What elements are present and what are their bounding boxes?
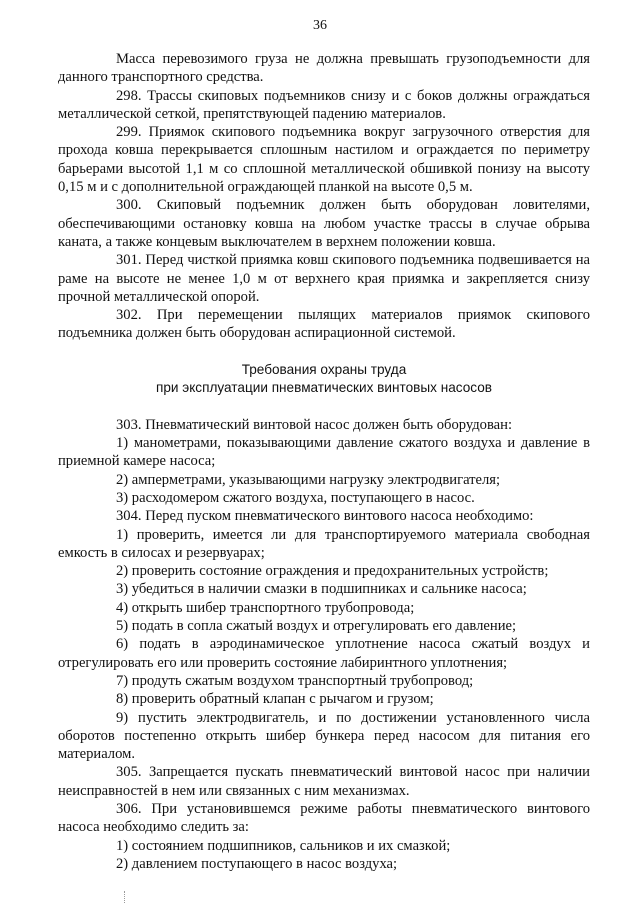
- list-item-304-1: 1) проверить, имеется ли для транспортируемого материала свободная емкость в силосах и резервуарах;: [58, 526, 590, 561]
- list-item-306-2: 2) давлением поступающего в насос воздуха;: [116, 855, 398, 872]
- paragraph-304: 304. Перед пуском пневматического винтового насоса необходимо:: [116, 508, 534, 525]
- list-item-303-1: 1) манометрами, показывающими давление сжатого воздуха и давление в приемной камере насоса;: [58, 435, 590, 470]
- section-heading: [58, 361, 590, 398]
- document-body: [58, 50, 590, 873]
- list-item-303-2: 2) амперметрами, указывающими нагрузку электродвигателя;: [116, 471, 501, 488]
- list-item-304-3: 3) убедиться в наличии смазки в подшипниках и сальнике насоса;: [116, 581, 527, 598]
- list-item-303-3: 3) расходомером сжатого воздуха, поступающего в насос.: [116, 489, 475, 506]
- paragraph-cargo-mass: Масса перевозимого груза не должна превышать грузоподъемности для данного транспортного средства.: [58, 51, 590, 86]
- paragraph-302: 302. При перемещении пылящих материалов приямок скипового подъемника должен быть оборудован аспирационной системой.: [58, 307, 590, 342]
- section-heading-line-1: Требования охраны труда: [241, 361, 407, 377]
- paragraph-300: 300. Скиповый подъемник должен быть оборудован ловителями, обеспечивающими остановку ковша на любом участке трассы в случае обрыва каната, а также концевым выключателем в верхнем положении ковша.: [58, 197, 590, 250]
- list-item-304-6: 6) подать в аэродинамическое уплотнение насоса сжатый воздух и отрегулировать его или проверить состояние лабиринтного уплотнения;: [58, 636, 590, 671]
- paragraph-303: 303. Пневматический винтовой насос должен быть оборудован:: [116, 416, 512, 433]
- paragraph-299: 299. Приямок скипового подъемника вокруг загрузочного отверстия для прохода ковша перекрывается сплошным настилом и ограждается по периметру барьерами высотой 1,1 м со сплошной металлической обшивкой понизу на высоту 0,15 м и с дополнительной ограждающей планкой на высоте 0,5 м.: [58, 124, 590, 196]
- list-item-304-2: 2) проверить состояние ограждения и предохранительных устройств;: [116, 563, 549, 580]
- page-number: 36: [313, 18, 327, 33]
- paragraph-305: 305. Запрещается пускать пневматический винтовой насос при наличии неисправностей в нем или связанных с ним механизмах.: [58, 764, 590, 799]
- list-item-306-1: 1) состоянием подшипников, сальников и их смазкой;: [116, 837, 451, 854]
- paragraph-298: 298. Трассы скиповых подъемников снизу и с боков должны ограждаться металлической сеткой, препятствующей падению материалов.: [58, 87, 590, 122]
- scan-mark: [124, 891, 126, 903]
- section-heading-line-2: при эксплуатации пневматических винтовых насосов: [155, 380, 492, 396]
- paragraph-306: 306. При установившемся режиме работы пневматического винтового насоса необходимо следить за:: [58, 800, 590, 836]
- list-item-304-4: 4) открыть шибер транспортного трубопровода;: [116, 599, 415, 616]
- list-item-304-7: 7) продуть сжатым воздухом транспортный трубопровод;: [116, 672, 474, 689]
- list-item-304-5: 5) подать в сопла сжатый воздух и отрегулировать его давление;: [116, 618, 517, 635]
- paragraph-301: 301. Перед чисткой приямка ковш скипового подъемника подвешивается на раме на высоте не менее 1,0 м от верхнего края приямка и закрепляется снизу прочной металлической опорой.: [58, 252, 590, 305]
- list-item-304-9: 9) пустить электродвигатель, и по достижении установленного числа оборотов постепенно открыть шибер бункера перед насосом для питания его материалом.: [58, 709, 590, 763]
- list-item-304-8: 8) проверить обратный клапан с рычагом и грузом;: [116, 691, 434, 708]
